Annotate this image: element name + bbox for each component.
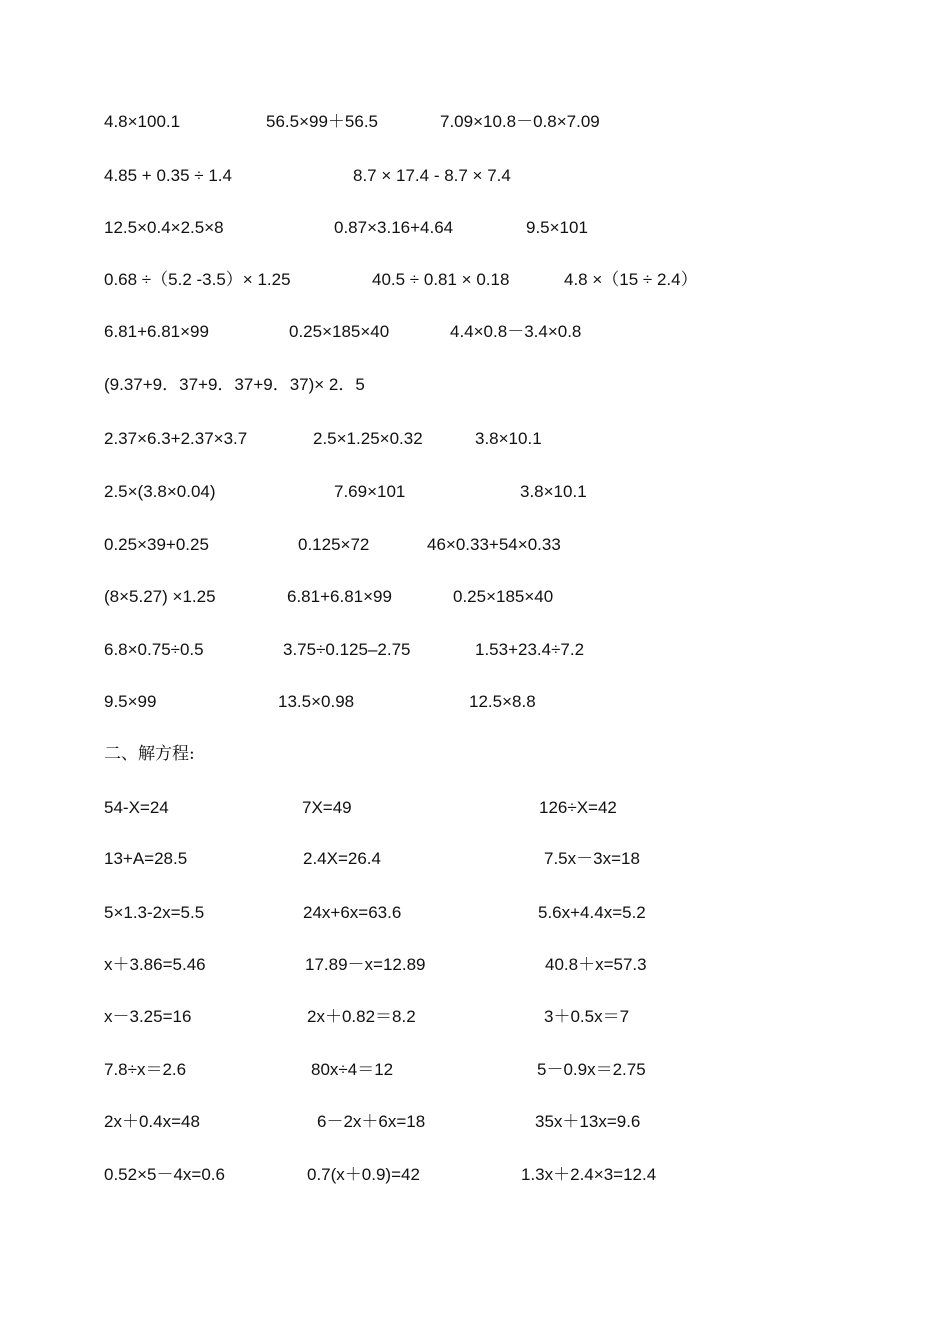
calc-expression: 6.8×0.75÷0.5 bbox=[104, 640, 204, 659]
equation: 5×1.3-2x=5.5 bbox=[104, 903, 205, 922]
calc-expression: 0.25×39+0.25 bbox=[104, 535, 209, 554]
calc-expression: (9.37+9．37+9．37+9．37)× 2．5 bbox=[104, 375, 365, 394]
calc-row bbox=[0, 427, 950, 451]
calc-expression: 12.5×0.4×2.5×8 bbox=[104, 218, 224, 237]
calc-expression: 4.85 + 0.35 ÷ 1.4 bbox=[104, 166, 232, 185]
calc-expression: 40.5 ÷ 0.81 × 0.18 bbox=[372, 270, 510, 289]
calc-expression: 3.8×10.1 bbox=[520, 482, 587, 501]
equation: 54-X=24 bbox=[104, 798, 169, 817]
equation-row bbox=[0, 1058, 950, 1082]
calc-expression: 0.25×185×40 bbox=[453, 587, 554, 606]
equation: 0.7(x＋0.9)=42 bbox=[307, 1165, 420, 1184]
calc-expression: 7.69×101 bbox=[334, 482, 406, 501]
calc-expression: 0.125×72 bbox=[298, 535, 370, 554]
calc-expression: (8×5.27) ×1.25 bbox=[104, 587, 216, 606]
equation: 3＋0.5x＝7 bbox=[544, 1007, 630, 1026]
equation: 0.52×5－4x=0.6 bbox=[104, 1165, 225, 1184]
equation: 2x＋0.82＝8.2 bbox=[307, 1007, 416, 1026]
calc-expression: 6.81+6.81×99 bbox=[287, 587, 392, 606]
equation-row bbox=[0, 953, 950, 977]
calc-row bbox=[0, 216, 950, 240]
equation: 1.3x＋2.4×3=12.4 bbox=[521, 1165, 657, 1184]
calc-expression: 0.68 ÷（5.2 -3.5）× 1.25 bbox=[104, 270, 291, 289]
equation: 24x+6x=63.6 bbox=[303, 903, 402, 922]
equation-row bbox=[0, 1110, 950, 1134]
equation-row bbox=[0, 1163, 950, 1187]
equation-row bbox=[0, 1005, 950, 1029]
calc-expression: 4.4×0.8－3.4×0.8 bbox=[450, 322, 582, 341]
calc-expression: 8.7 × 17.4 - 8.7 × 7.4 bbox=[353, 166, 511, 185]
calc-expression: 13.5×0.98 bbox=[278, 692, 355, 711]
calc-row bbox=[0, 110, 950, 134]
calc-expression: 6.81+6.81×99 bbox=[104, 322, 209, 341]
calc-row bbox=[0, 690, 950, 714]
calc-row bbox=[0, 533, 950, 557]
calc-expression: 3.75÷0.125–2.75 bbox=[283, 640, 411, 659]
equation-row bbox=[0, 847, 950, 871]
equation: 80x÷4＝12 bbox=[311, 1060, 394, 1079]
equation-row bbox=[0, 901, 950, 925]
equation: 2.4X=26.4 bbox=[303, 849, 381, 868]
section-heading: 二、解方程: bbox=[104, 744, 195, 764]
calc-expression: 7.09×10.8－0.8×7.09 bbox=[440, 112, 600, 131]
section-heading-row bbox=[0, 742, 950, 766]
calc-row bbox=[0, 268, 950, 292]
calc-row bbox=[0, 480, 950, 504]
calc-expression: 2.37×6.3+2.37×3.7 bbox=[104, 429, 248, 448]
calc-expression: 46×0.33+54×0.33 bbox=[427, 535, 561, 554]
calc-expression: 56.5×99＋56.5 bbox=[266, 112, 379, 131]
calc-row bbox=[0, 373, 950, 397]
equation: 7.5x－3x=18 bbox=[544, 849, 640, 868]
calc-expression: 2.5×(3.8×0.04) bbox=[104, 482, 216, 501]
equation: 7X=49 bbox=[302, 798, 352, 817]
equation: 5－0.9x＝2.75 bbox=[537, 1060, 646, 1079]
calc-expression: 2.5×1.25×0.32 bbox=[313, 429, 423, 448]
calc-expression: 3.8×10.1 bbox=[475, 429, 542, 448]
equation-row bbox=[0, 796, 950, 820]
equation: 35x＋13x=9.6 bbox=[535, 1112, 641, 1131]
calc-expression: 9.5×101 bbox=[526, 218, 588, 237]
equation: x－3.25=16 bbox=[104, 1007, 192, 1026]
calc-expression: 12.5×8.8 bbox=[469, 692, 536, 711]
calc-row bbox=[0, 638, 950, 662]
calc-expression: 4.8 ×（15 ÷ 2.4） bbox=[564, 270, 698, 289]
equation: 17.89－x=12.89 bbox=[305, 955, 426, 974]
equation: 126÷X=42 bbox=[539, 798, 617, 817]
equation: 6－2x＋6x=18 bbox=[317, 1112, 426, 1131]
equation: 40.8＋x=57.3 bbox=[545, 955, 647, 974]
calc-row bbox=[0, 585, 950, 609]
equation: 5.6x+4.4x=5.2 bbox=[538, 903, 646, 922]
calc-row bbox=[0, 320, 950, 344]
equation: 7.8÷x＝2.6 bbox=[104, 1060, 187, 1079]
calc-expression: 4.8×100.1 bbox=[104, 112, 181, 131]
equation: x＋3.86=5.46 bbox=[104, 955, 206, 974]
calc-row bbox=[0, 164, 950, 188]
equation: 13+A=28.5 bbox=[104, 849, 188, 868]
calc-expression: 0.87×3.16+4.64 bbox=[334, 218, 454, 237]
calc-expression: 9.5×99 bbox=[104, 692, 157, 711]
calc-expression: 1.53+23.4÷7.2 bbox=[475, 640, 585, 659]
equation: 2x＋0.4x=48 bbox=[104, 1112, 200, 1131]
calc-expression: 0.25×185×40 bbox=[289, 322, 390, 341]
